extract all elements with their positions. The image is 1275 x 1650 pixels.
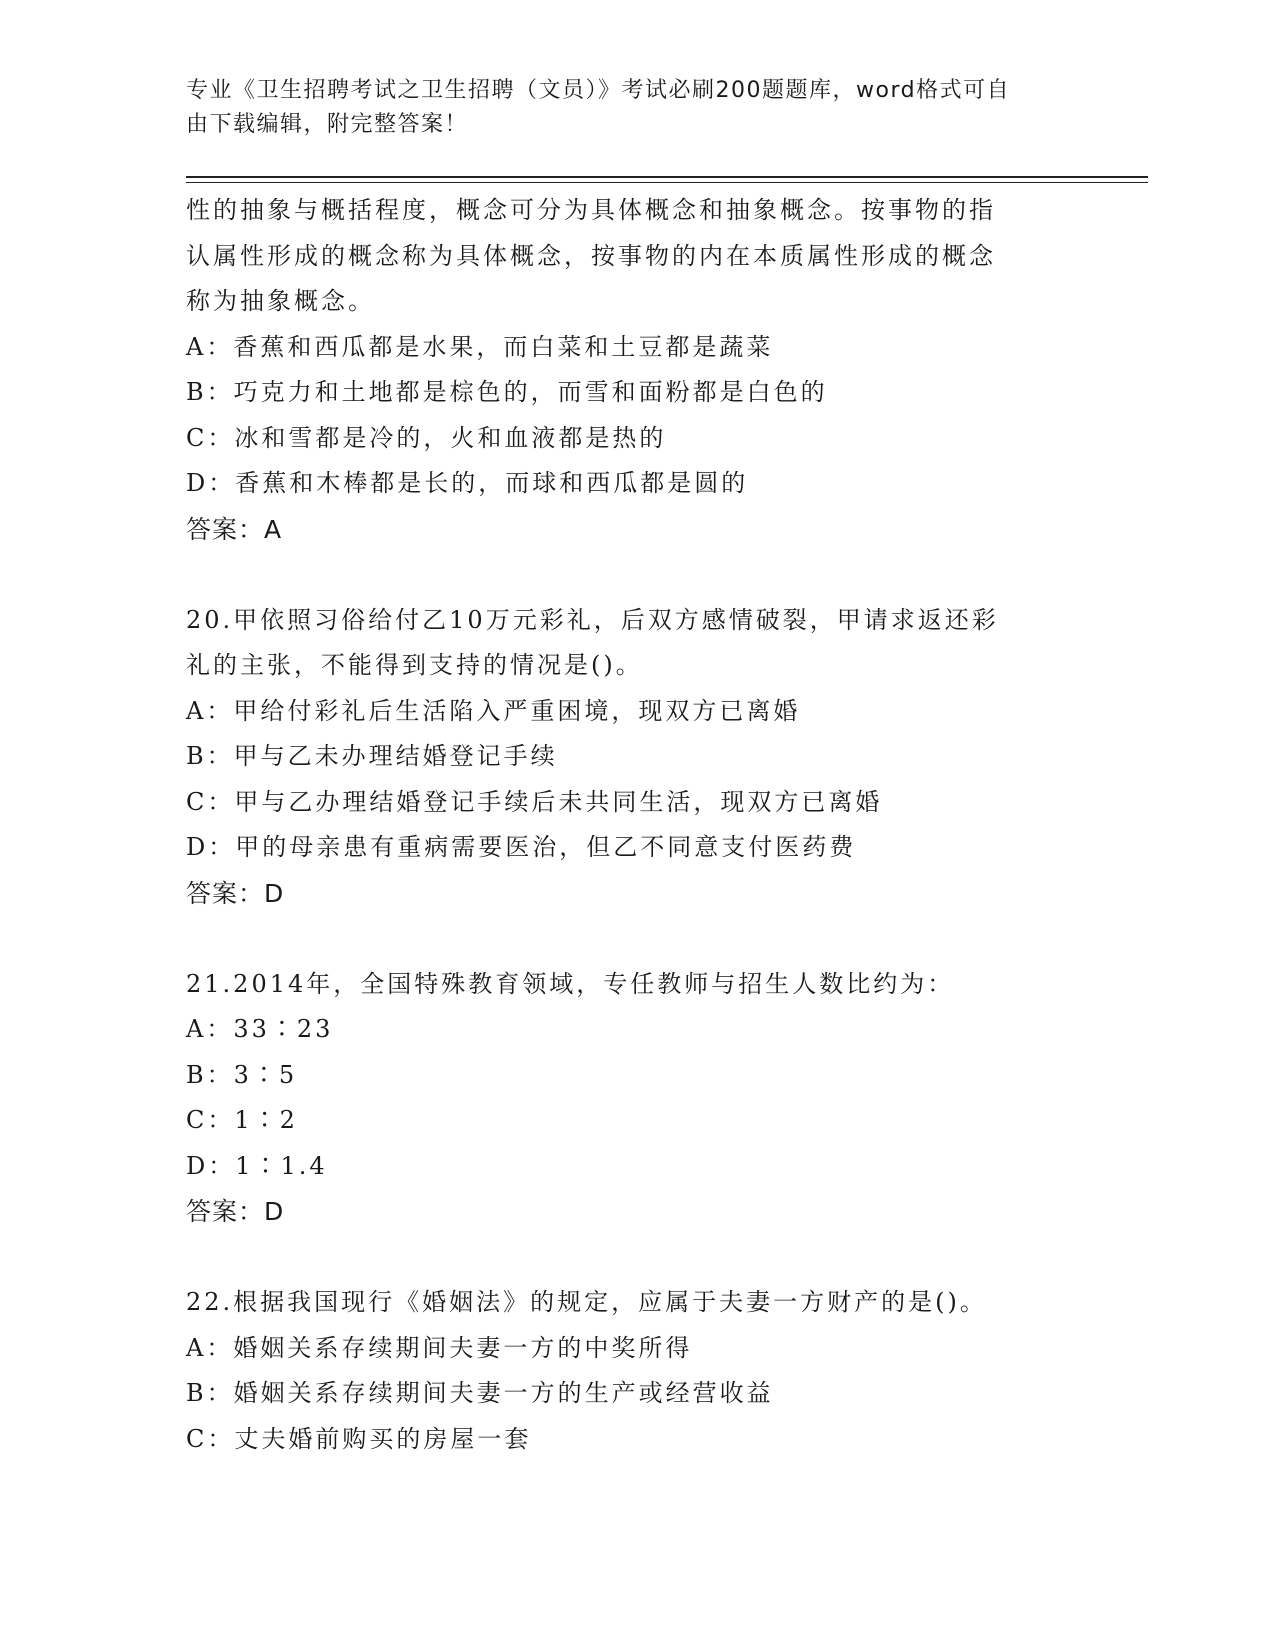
option-c: C：甲与乙办理结婚登记手续后未共同生活，现双方已离婚: [186, 787, 883, 816]
question-text-line: 21.2014年，全国特殊教育领域，专任教师与招生人数比约为：: [186, 969, 955, 998]
option-b: B：巧克力和土地都是棕色的，而雪和面粉都是白色的: [186, 378, 828, 406]
question-text-line: 认属性形成的概念称为具体概念，按事物的内在本质属性形成的概念: [186, 241, 996, 270]
option-a: A：婚姻关系存续期间夫妻一方的中奖所得: [186, 1333, 693, 1362]
question-text-line: 20.甲依照习俗给付乙10万元彩礼，后双方感情破裂，甲请求返还彩: [186, 605, 999, 634]
option-a: A：香蕉和西瓜都是水果，而白菜和土豆都是蔬菜: [186, 332, 774, 361]
document-header: [186, 74, 1066, 142]
question-text-line: 称为抽象概念。: [186, 287, 375, 315]
option-b: B：3∶5: [186, 1060, 298, 1089]
document-body: [186, 188, 1086, 1462]
answer-label: 答案：D: [186, 1197, 285, 1226]
option-a: A：33∶23: [186, 1015, 334, 1043]
question-block-20: [186, 598, 1086, 917]
option-b: B：甲与乙未办理结婚登记手续: [186, 742, 558, 770]
option-d: D：甲的母亲患有重病需要医治，但乙不同意支付医药费: [186, 833, 857, 861]
spacer: [186, 552, 1086, 598]
option-a: A：甲给付彩礼后生活陷入严重困境，现双方已离婚: [186, 696, 801, 725]
option-c: C：冰和雪都是冷的，火和血液都是热的: [186, 423, 667, 452]
question-text-line: 性的抽象与概括程度，概念可分为具体概念和抽象概念。按事物的指: [186, 196, 996, 224]
header-line-1: 专业《卫生招聘考试之卫生招聘（文员）》考试必刷200题题库，word格式可自: [186, 78, 1011, 103]
question-block-19: [186, 188, 1086, 552]
option-c: C：1∶2: [186, 1106, 298, 1134]
question-block-22: [186, 1280, 1086, 1462]
spacer: [186, 916, 1086, 962]
answer-label: 答案：D: [186, 878, 285, 908]
header-line-2: 由下载编辑，附完整答案！: [186, 112, 469, 137]
question-block-21: [186, 962, 1086, 1235]
option-d: D：香蕉和木棒都是长的，而球和西瓜都是圆的: [186, 469, 749, 497]
option-b: B：婚姻关系存续期间夫妻一方的生产或经营收益: [186, 1379, 774, 1407]
question-text-line: 22.根据我国现行《婚姻法》的规定，应属于夫妻一方财产的是()。: [186, 1288, 987, 1316]
header-divider-thick: [186, 176, 1148, 178]
question-text-line: 礼的主张，不能得到支持的情况是()。: [186, 651, 643, 679]
answer-label: 答案：A: [186, 514, 283, 544]
header-divider-thin: [186, 182, 1148, 183]
option-d: D：1∶1.4: [186, 1151, 328, 1180]
option-c: C：丈夫婚前购买的房屋一套: [186, 1424, 532, 1453]
spacer: [186, 1235, 1086, 1281]
